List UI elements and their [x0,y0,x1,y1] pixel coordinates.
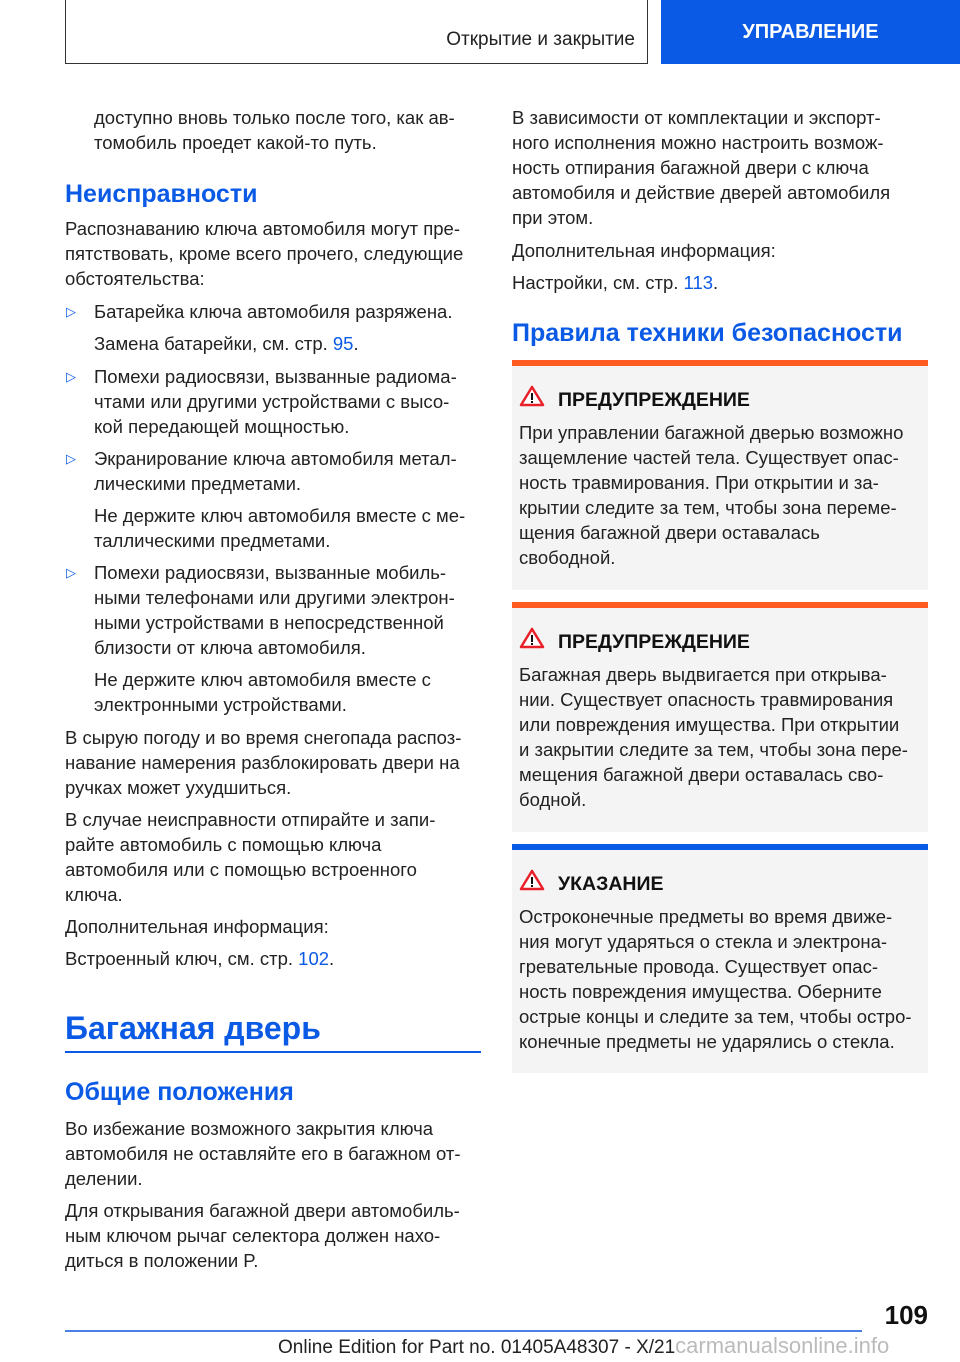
heading-general: Общие положения [65,1078,294,1106]
bullet-item: Помехи радиосвязи, вызванные мобиль- ными телефонами или другими электрон- ными устройствами в непосредственной близости от ключа автомобиля. [94,562,455,658]
page-link-102[interactable]: 102 [298,948,330,969]
heading-underline [65,1051,481,1053]
bullet-item: Экранирование ключа автомобиля метал- лическими предметами. [94,448,457,494]
bullet-subtext: Не держите ключ автомобиля вместе с электронными устройствами. [94,669,431,715]
bullet-subtext [94,331,494,356]
more-info-label: Дополнительная информация: [65,916,329,937]
fault-case-paragraph: В случае неисправности отпирайте и запи- райте автомобиль с помощью ключа автомобиля или с помощью встроенного ключа. [65,809,436,905]
reference-line [512,270,932,295]
warning-title: ПРЕДУПРЕЖДЕНИЕ [558,631,750,653]
notice-text: Остроконечные предметы во время движе- ния могут ударяться о стекла и электрона- гревательные провода. Существует опас- ность повреждения имущества. Оберните острые концы и следите за тем, чтобы остро- конечные предметы не ударялись о стекла. [519,906,912,1052]
warning-text: При управлении багажной дверью возможно защемление частей тела. Существует опас- ность травмирования. При открытии и за- крытии следите за тем, чтобы зона переме- щения багажной двери оставалась свободной. [519,422,904,568]
subtext-prefix: Замена батарейки, см. стр. [94,333,333,354]
notice-title: УКАЗАНИЕ [558,873,664,895]
general-paragraph-1: Во избежание возможного закрытия ключа автомобиля не оставляйте его в багажном от- делении. [65,1118,461,1189]
intro-paragraph: доступно вновь только после того, как ав- томобиль проедет какой-то путь. [94,107,455,153]
bullet-triangle-icon: ▷ [66,565,76,580]
footer-edition [278,1333,889,1359]
weather-paragraph: В сырую погоду и во время снегопада распоз- навание намерения разблокировать двери на ручках может ухудшиться. [65,727,462,798]
general-paragraph-2: Для открывания багажной двери автомобиль- ным ключом рычаг селектора должен нахо- диться в положении P. [65,1200,460,1271]
bullet-triangle-icon: ▷ [66,451,76,466]
bullet-subtext: Не держите ключ автомобиля вместе с ме- таллическими предметами. [94,505,466,551]
reference-prefix: Встроенный ключ, см. стр. [65,948,299,969]
warning-triangle-icon [519,385,545,407]
warning-text: Багажная дверь выдвигается при открыва- нии. Существует опасность травмирования или повреждения имущества. При открытии и закрытии следите за тем, чтобы зона пере- мещения багажной двери оставалась сво- бодной. [519,664,908,810]
reference-prefix: Настройки, см. стр. [512,272,684,293]
warning-triangle-icon [519,869,545,891]
edition-text: Online Edition for Part no. 01405A48307 - X/21 [278,1337,676,1358]
reference-suffix: . [713,272,719,293]
chapter-tab[interactable]: УПРАВЛЕНИЕ [661,0,960,64]
heading-safety: Правила техники безопасности [512,319,903,347]
page-link-95[interactable]: 95 [332,333,354,354]
heading-faults: Неисправности [65,180,258,208]
bullet-triangle-icon: ▷ [66,369,76,384]
reference-line [65,946,485,971]
warning-triangle-icon [519,627,545,649]
header-frame [65,0,648,64]
subtext-suffix: . [353,333,359,354]
page-number: 109 [884,1300,928,1330]
page-link-113[interactable]: 113 [683,272,714,293]
more-info-label: Дополнительная информация: [512,240,776,261]
section-title: Открытие и закрытие [446,29,635,50]
warning-title: ПРЕДУПРЕЖДЕНИЕ [558,389,750,411]
config-paragraph: В зависимости от комплектации и экспорт- ного исполнения можно настроить возмож- ность отпирания багажной двери с ключа автомобиля и действие дверей автомобиля при этом. [512,107,891,228]
bullet-item: Помехи радиосвязи, вызванные радиома- чтами или другими устройствами с высо- кой передающей мощностью. [94,366,457,437]
footer-divider [65,1330,862,1332]
bullet-item: Батарейка ключа автомобиля разряжена. [94,301,453,322]
bullet-triangle-icon: ▷ [66,304,76,319]
heading-trunk-door: Багажная дверь [65,1010,321,1046]
faults-paragraph: Распознаванию ключа автомобиля могут пре- пятствовать, кроме всего прочего, следующие обстоятельства: [65,218,464,289]
watermark: carmanualsonline.info [675,1333,890,1358]
reference-suffix: . [329,948,335,969]
